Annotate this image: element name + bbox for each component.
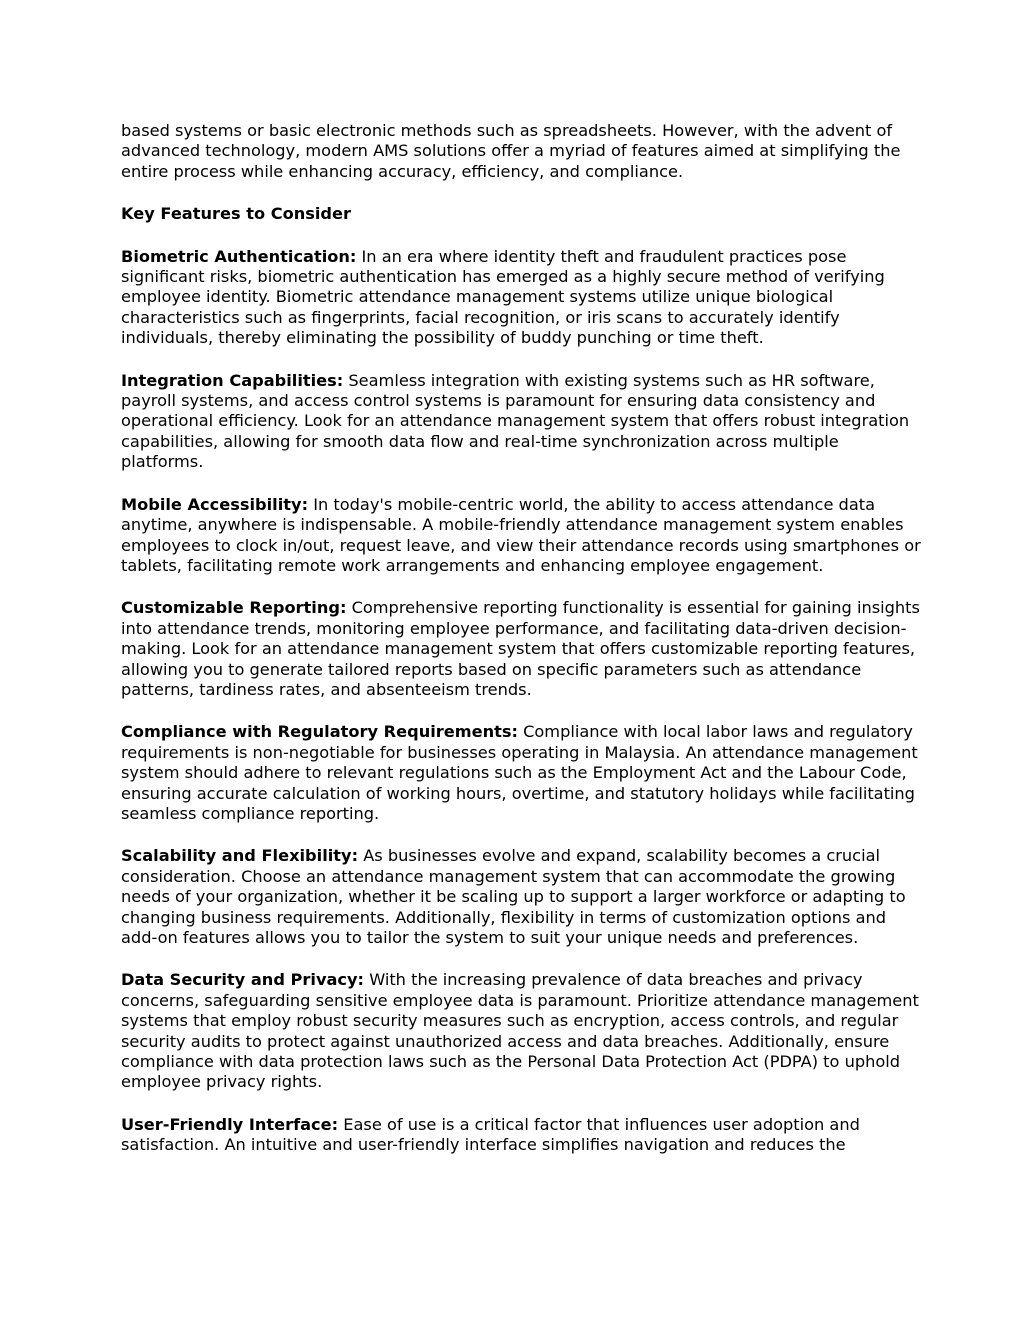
section-heading: Key Features to Consider xyxy=(121,204,351,224)
feature-term: Mobile Accessibility: xyxy=(121,494,309,514)
feature-text: Seamless integration with existing systems such as HR software, payroll systems, and access control systems is paramount for ensuring data consistency and operational efficiency. Look for an attendance management system that offers robust integration capabilities, allowing for smooth data flow and real-time synchronization across multiple platforms. xyxy=(121,370,910,472)
feature-paragraph-reporting xyxy=(121,598,921,700)
feature-paragraph-integration xyxy=(121,371,921,473)
feature-term: Compliance with Regulatory Requirements: xyxy=(121,722,518,742)
feature-term: Scalability and Flexibility: xyxy=(121,846,359,866)
feature-paragraph-scalability xyxy=(121,846,921,948)
feature-text: Compliance with local labor laws and regulatory requirements is non-negotiable for businesses operating in Malaysia. An attendance management system should adhere to relevant regulations such as the Employment Act and the Labour Code, ensuring accurate calculation of working hours, overtime, and statutory holidays while facilitating seamless compliance reporting. xyxy=(121,722,918,823)
feature-text: With the increasing prevalence of data breaches and privacy concerns, safeguarding sensitive employee data is paramount. Prioritize attendance management systems that employ robust security measures such as encryption, access controls, and regular security audits to protect against unauthorized access and data breaches. Additionally, ensure compliance with data protection laws such as the Personal Data Protection Act (PDPA) to uphold employee privacy rights. xyxy=(121,970,919,1092)
feature-paragraph-mobile xyxy=(121,495,921,577)
feature-text: As businesses evolve and expand, scalability becomes a crucial consideration. Choose an attendance management system that can accommodate the growing needs of your organization, whether it be scaling up to support a larger workforce or adapting to changing business requirements. Additionally, flexibility in terms of customization options and add-on features allows you to tailor the system to suit your unique needs and preferences. xyxy=(121,846,906,947)
feature-paragraph-security xyxy=(121,970,921,1092)
intro-paragraph: based systems or basic electronic methods such as spreadsheets. However, with the advent of advanced technology, modern AMS solutions offer a myriad of features aimed at simplifying the entire process while enhancing accuracy, efficiency, and compliance. xyxy=(121,121,901,181)
feature-term: Customizable Reporting: xyxy=(121,598,347,618)
feature-text: Ease of use is a critical factor that influences user adoption and satisfaction. An intuitive and user-friendly interface simplifies navigation and reduces the xyxy=(121,1114,860,1155)
feature-term: Integration Capabilities: xyxy=(121,370,344,390)
feature-paragraph-biometric xyxy=(121,247,921,349)
feature-term: User-Friendly Interface: xyxy=(121,1114,339,1134)
feature-term: Biometric Authentication: xyxy=(121,246,357,266)
feature-paragraph-compliance xyxy=(121,722,921,824)
feature-paragraph-interface xyxy=(121,1115,921,1156)
feature-term: Data Security and Privacy: xyxy=(121,970,365,990)
feature-text: Comprehensive reporting functionality is essential for gaining insights into attendance trends, monitoring employee performance, and facilitating data-driven decision-making. Look for an attendance management system that offers customizable reporting features, allowing you to generate tailored reports based on specific parameters such as attendance patterns, tardiness rates, and absenteeism trends. xyxy=(121,598,920,699)
feature-text: In an era where identity theft and fraudulent practices pose significant risks, biometric authentication has emerged as a highly secure method of verifying employee identity. Biometric attendance management systems utilize unique biological characteristics such as fingerprints, facial recognition, or iris scans to accurately identify individuals, thereby eliminating the possibility of buddy punching or time theft. xyxy=(121,246,885,348)
feature-text: In today's mobile-centric world, the ability to access attendance data anytime, anywhere is indispensable. A mobile-friendly attendance management system enables employees to clock in/out, request leave, and view their attendance records using smartphones or tablets, facilitating remote work arrangements and enhancing employee engagement. xyxy=(121,494,921,575)
document-page xyxy=(121,121,921,1178)
